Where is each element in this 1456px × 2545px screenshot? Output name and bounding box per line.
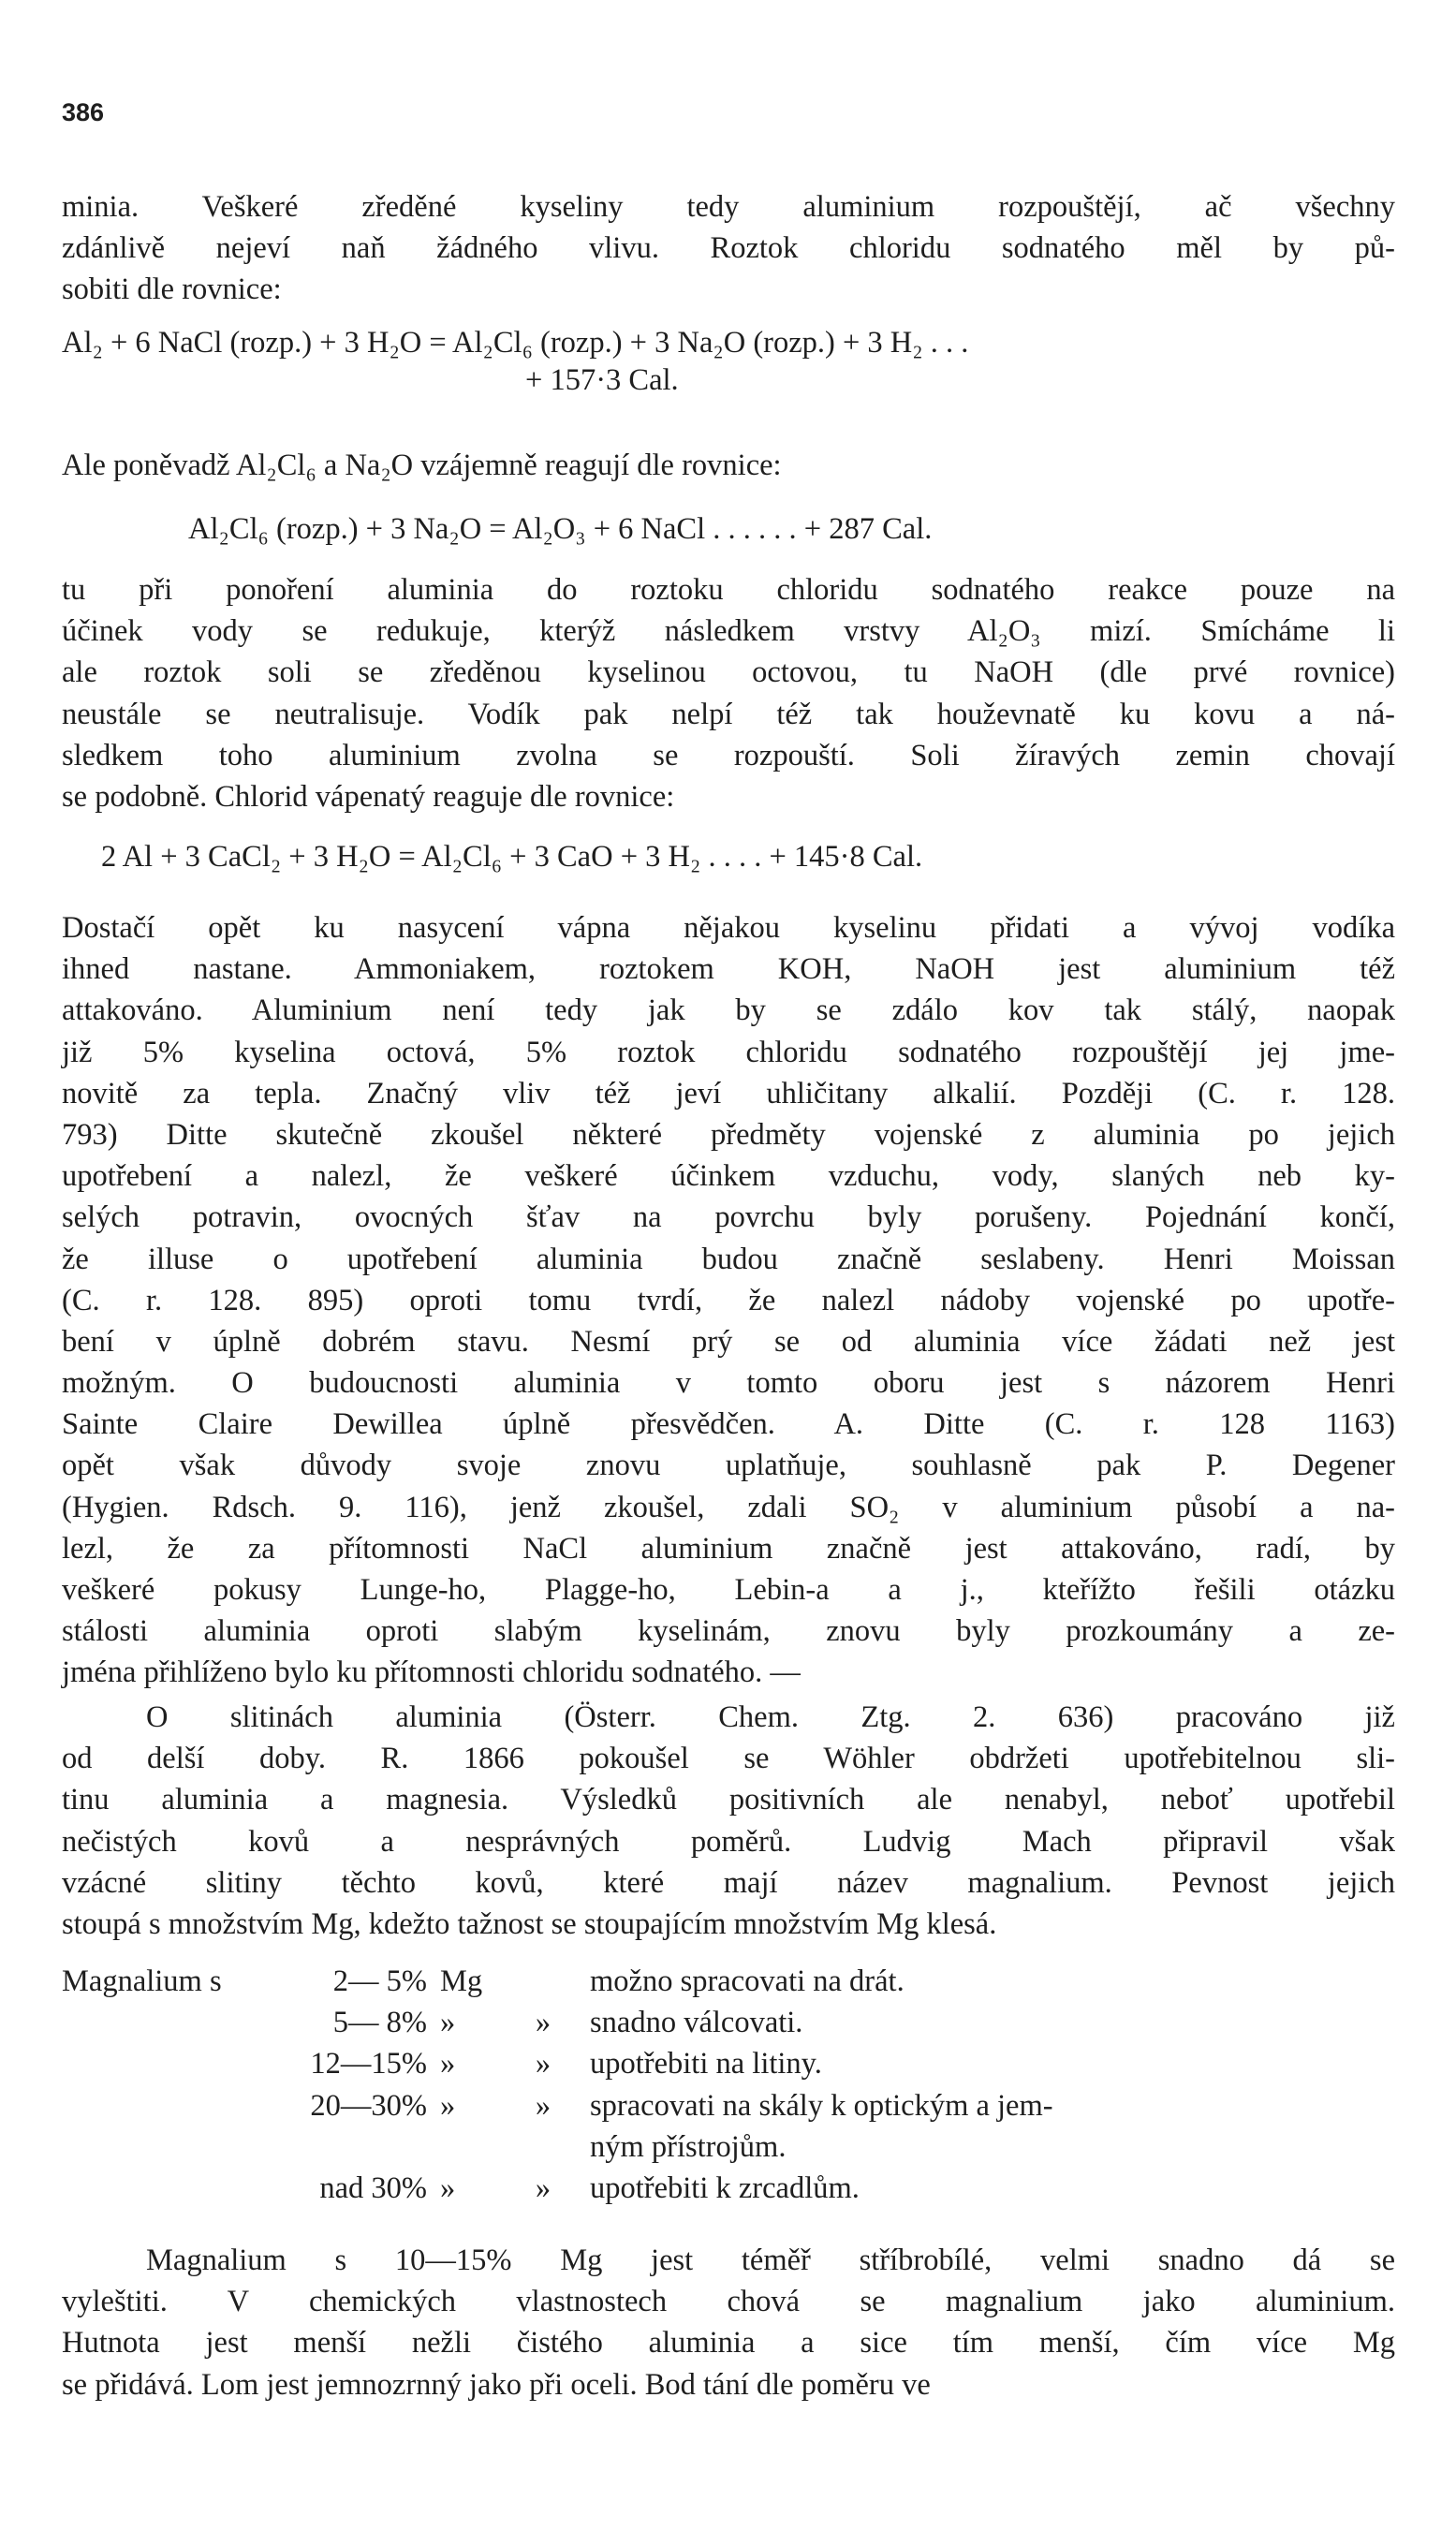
row-label: Magnalium s bbox=[62, 1964, 222, 1998]
percent-range: nad 30% bbox=[319, 2171, 427, 2206]
ditto-mark: » bbox=[535, 2088, 552, 2123]
usage-text: upotřebiti na litiny. bbox=[590, 2047, 822, 2082]
paragraph-magnalium-properties bbox=[62, 2240, 1395, 2405]
mg-mark: » bbox=[440, 2171, 456, 2206]
text-line: attakováno. Aluminium není tedy jak by se zdálo kov tak stálý, naopak bbox=[62, 993, 1395, 1028]
row-label bbox=[62, 2085, 240, 2126]
text-line: opět však důvody svoje znovu uplatňuje, souhlasně pak P. Degener bbox=[62, 1449, 1395, 1483]
text-line: nečistých kovů a nesprávných poměrů. Ludvig Mach připravil však bbox=[62, 1824, 1395, 1859]
text-line: účinek vody se redukuje, kterýž následkem vrstvy Al₂O₃ mizí. Smícháme li bbox=[62, 614, 1395, 649]
text-line: bení v úplně dobrém stavu. Nesmí prý se od aluminia více žádati než jest bbox=[62, 1324, 1395, 1359]
text-line: sledkem toho aluminium zvolna se rozpouští. Soli žíravých zemin chovají bbox=[62, 738, 1395, 772]
mg-mark: » bbox=[440, 2088, 456, 2123]
table-row bbox=[62, 2002, 1330, 2043]
text-line: selých potravin, ovocných šťav na povrchu byly porušeny. Pojednání končí, bbox=[62, 1200, 1395, 1235]
text-line: že illuse o upotřebení aluminia budou značně seslabeny. Henri Moissan bbox=[62, 1242, 1395, 1276]
percent-range: 2— 5% bbox=[332, 1964, 427, 1998]
text-line: (C. r. 128. 895) oproti tomu tvrdí, že nalezl nádoby vojenské po upotře- bbox=[62, 1283, 1395, 1317]
row-label bbox=[62, 2043, 240, 2084]
text-line: již 5% kyselina octová, 5% roztok chloridu sodnatého rozpouštějí jej jme- bbox=[62, 1035, 1395, 1069]
text-line: ihned nastane. Ammoniakem, roztokem KOH, NaOH jest aluminium též bbox=[62, 952, 1395, 987]
text-line: se podobně. Chlorid vápenatý reaguje dle rovnice: bbox=[62, 779, 675, 814]
mg-mark: Mg bbox=[440, 1964, 483, 1998]
equation-2: Al₂Cl₆ (rozp.) + 3 Na₂O = Al₂O₃ + 6 NaCl . . . . . . + 287 Cal. bbox=[188, 512, 933, 546]
row-label bbox=[62, 2002, 240, 2043]
document-page bbox=[62, 0, 1395, 2545]
row-label bbox=[62, 2168, 240, 2209]
text-line: stoupá s množstvím Mg, kdežto tažnost se stoupajícím množstvím Mg klesá. bbox=[62, 1906, 997, 1941]
text-line: Dostačí opět ku nasycení vápna nějakou kyselinu přidati a vývoj vodíka bbox=[62, 911, 1395, 945]
text-line: lezl, že za přítomnosti NaCl aluminium značně jest attakováno, radí, by bbox=[62, 1531, 1395, 1566]
mg-mark: » bbox=[440, 2006, 456, 2040]
text-line: (Hygien. Rdsch. 9. 116), jenž zkoušel, zdali SO₂ v aluminium působí a na- bbox=[62, 1490, 1395, 1524]
text-line: minia. Veškeré zředěné kyseliny tedy aluminium rozpouštějí, ač všechny bbox=[62, 190, 1395, 224]
text-line: veškeré pokusy Lunge-ho, Plagge-ho, Lebin-a a j., kteřížto řešili otázku bbox=[62, 1573, 1395, 1607]
usage-text: spracovati na skály k optickým a jem- bbox=[590, 2088, 1053, 2123]
text-line: zdánlivě nejeví naň žádného vlivu. Roztok chloridu sodnatého měl by pů- bbox=[62, 231, 1395, 266]
paragraph-immersion bbox=[62, 569, 1395, 817]
ditto-mark: » bbox=[535, 2171, 552, 2206]
paragraph-alloys bbox=[62, 1697, 1395, 1945]
equation-1-line-1: Al₂ + 6 NaCl (rozp.) + 3 H₂O = Al₂Cl₆ (rozp.) + 3 Na₂O (rozp.) + 3 H₂ . . . bbox=[62, 326, 969, 360]
usage-text: snadno válcovati. bbox=[590, 2006, 803, 2040]
percent-range: 12—15% bbox=[310, 2047, 427, 2082]
ditto-mark bbox=[496, 2126, 590, 2168]
usage-text: možno spracovati na drát. bbox=[590, 1964, 904, 1998]
row-label bbox=[62, 2126, 240, 2168]
page-number: 386 bbox=[62, 98, 105, 126]
text-line: upotřebení a nalezl, že veškeré účinkem vzduchu, vody, slaných neb ky- bbox=[62, 1159, 1395, 1194]
table-row bbox=[62, 1961, 1330, 2002]
table-row bbox=[62, 2126, 1330, 2168]
text-line: Sainte Claire Dewillea úplně přesvědčen. A. Ditte (C. r. 128 1163) bbox=[62, 1407, 1395, 1442]
equation-3: 2 Al + 3 CaCl₂ + 3 H₂O = Al₂Cl₆ + 3 CaO + 3 H₂ . . . . + 145·8 Cal. bbox=[101, 840, 923, 874]
magnalium-table bbox=[62, 1961, 1330, 2209]
text-line: 793) Ditte skutečně zkoušel některé předměty vojenské z aluminia po jejich bbox=[62, 1117, 1395, 1152]
text-line: se přidává. Lom jest jemnozrnný jako při oceli. Bod tání dle poměru ve bbox=[62, 2367, 931, 2402]
equation-1-line-2: + 157·3 Cal. bbox=[525, 363, 679, 397]
percent-range bbox=[240, 2126, 440, 2168]
text-line: Hutnota jest menší nežli čistého aluminia a sice tím menší, čím více Mg bbox=[62, 2326, 1395, 2361]
ditto-mark: » bbox=[535, 2047, 552, 2082]
text-line: novitě za tepla. Značný vliv též jeví uhličitany alkalií. Později (C. r. 128. bbox=[62, 1076, 1395, 1111]
text-line: tinu aluminia a magnesia. Výsledků positivních ale nenabyl, neboť upotřebil bbox=[62, 1783, 1395, 1817]
text-line: jména přihlíženo bylo ku přítomnosti chloridu sodnatého. — bbox=[62, 1655, 801, 1690]
text-line: ale roztok soli se zředěnou kyselinou octovou, tu NaOH (dle prvé rovnice) bbox=[62, 655, 1395, 690]
text-line: možným. O budoucnosti aluminia v tomto oboru jest s názorem Henri bbox=[62, 1366, 1395, 1401]
paragraph-reaction-intro: Ale poněvadž Al₂Cl₆ a Na₂O vzájemně reagují dle rovnice: bbox=[62, 449, 782, 482]
percent-range: 20—30% bbox=[310, 2088, 427, 2123]
text-line: O slitinách aluminia (Österr. Chem. Ztg. 2. 636) pracováno již bbox=[146, 1700, 1395, 1734]
text-line: stálosti aluminia oproti slabým kyselinám, znovu byly prozkoumány a ze- bbox=[62, 1614, 1395, 1649]
table-row bbox=[62, 2168, 1330, 2209]
mg-mark bbox=[440, 2126, 496, 2168]
percent-range: 5— 8% bbox=[332, 2006, 427, 2040]
table-row bbox=[62, 2085, 1330, 2126]
text-line: vzácné slitiny těchto kovů, které mají název magnalium. Pevnost jejich bbox=[62, 1865, 1395, 1900]
paragraph-intro bbox=[62, 186, 1395, 311]
text-line: tu při ponoření aluminia do roztoku chloridu sodnatého reakce pouze na bbox=[62, 573, 1395, 607]
paragraph-resistance bbox=[62, 907, 1395, 1694]
text-line: od delší doby. R. 1866 pokoušel se Wöhler obdržeti upotřebitelnou sli- bbox=[62, 1742, 1395, 1776]
text-line: Magnalium s 10—15% Mg jest téměř stříbrobílé, velmi snadno dá se bbox=[146, 2243, 1395, 2277]
mg-mark: » bbox=[440, 2047, 456, 2082]
text-line: sobiti dle rovnice: bbox=[62, 272, 282, 307]
usage-text: upotřebiti k zrcadlům. bbox=[590, 2171, 860, 2206]
text-line: vyleštiti. V chemických vlastnostech chová se magnalium jako aluminium. bbox=[62, 2285, 1395, 2319]
ditto-mark bbox=[496, 1961, 590, 2002]
usage-text: ným přístrojům. bbox=[590, 2129, 787, 2164]
table-row bbox=[62, 2043, 1330, 2084]
text-line: neustále se neutralisuje. Vodík pak nelpí též tak houževnatě ku kovu a ná- bbox=[62, 697, 1395, 731]
ditto-mark: » bbox=[535, 2006, 552, 2040]
